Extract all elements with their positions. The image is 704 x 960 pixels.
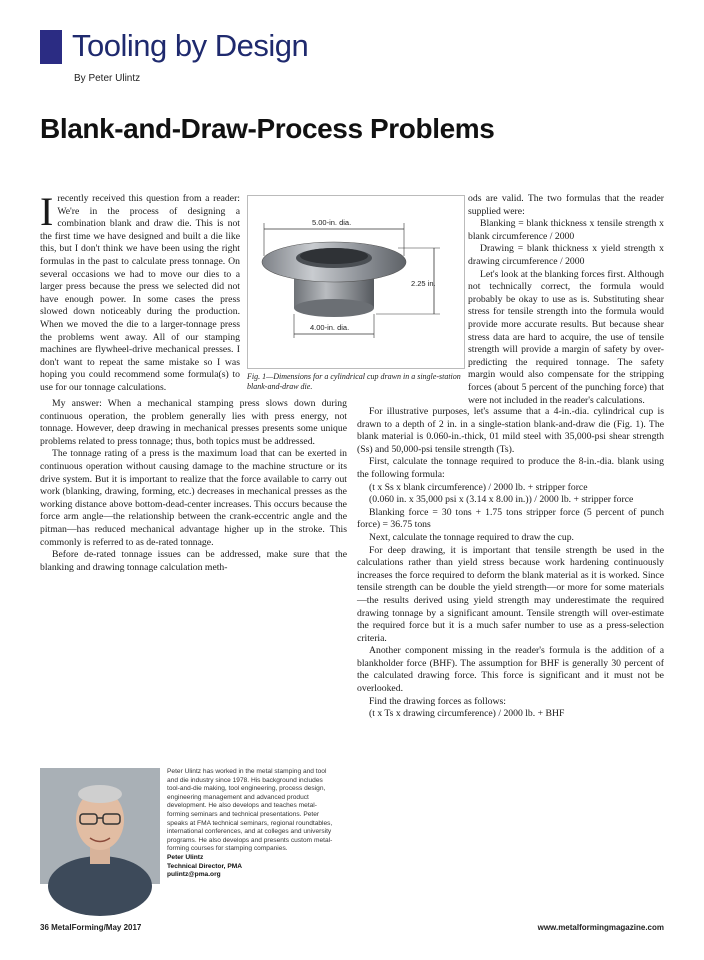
formula-blank: (t x Ss x blank circumference) / 2000 lb. + stripper force <box>369 481 588 493</box>
author-bio-text: Peter Ulintz has worked in the metal stamping and tool and die industry since 1978. His background includes tool-and-die making, tool engineering, process design, engineering management and advanced product development. He also develops and teaches metal-forming seminars and technical presentations. Peter speaks at FMA technical seminars, regional roundtables, international conferences, and at colleges and university programs. He also develops and presents custom metal-forming courses for stamping companies. <box>167 768 333 853</box>
cup-illustration <box>248 196 464 368</box>
dim-top-label: 5.00-in. dia. <box>312 218 352 227</box>
right-paragraph-4: Let's look at the blanking forces first. Although not technically correct, the formula would probably be okay to use as is. Substituting shear stress for tensile strength into the formula would provide more accurate results. But because shear stress data are hard to acquire, the use of tensile strength will provide a margin of safety by over-predicting the required tonnage. The safety margin would also compensate for the stripping forces (about 5 percent of the punching force) that were not included in the reader's calculations. <box>468 268 664 406</box>
left-paragraph-3: The tonnage rating of a press is the maximum load that can be exerted in continuous operation without causing damage to the machine structure or its drive system. But it is important to realize that the force available to carry out work (blanking, drawing, forming, etc.) decreases in mechanical presses as the working distance above bottom-dead-center increases. This occurs because the force arm angle—the relationship between the crank-eccentric angle and the pitman—has reduced mechanical advantage higher up in the stroke. This commonly is referred to as de-rated tonnage. <box>40 448 347 548</box>
author-bio <box>167 768 337 880</box>
section-title: Tooling by Design <box>72 28 309 63</box>
footer-page-info: 36 MetalForming/May 2017 <box>40 923 142 932</box>
dim-bottom-label: 4.00-in. dia. <box>310 323 350 332</box>
figure-caption: Fig. 1—Dimensions for a cylindrical cup drawn in a single-station blank-and-draw die. <box>247 372 461 391</box>
left-paragraph-2: My answer: When a mechanical stamping press slows down during continuous operation, the problem generally lies with press energy, not tonnage. However, deep drawing in mechanical presses presents some unique problems related to press tonnage; thus, both topics must be addressed. <box>40 398 347 447</box>
author-email[interactable]: pulintz@pma.org <box>167 871 221 879</box>
figure-cup-diagram <box>247 195 465 369</box>
headline: Blank-and-Draw-Process Problems <box>40 113 495 144</box>
column-left-bottom <box>40 398 347 758</box>
right-paragraph-12: Another component missing in the reader's formula is the addition of a blankholder force (BHF). The assumption for BHF is generally 30 percent of the calculated drawing force. This force is significant and it must not be overlooked. <box>357 645 664 695</box>
right-paragraph-6: First, calculate the tonnage required to produce the 8-in.-dia. blank using the following formula: <box>357 456 664 480</box>
column-right-top <box>468 193 664 406</box>
right-paragraph-11: For deep drawing, it is important that tensile strength be used in the calculations rather than yield stress because work hardening continuously increases the force required to deform the blank material as it is worked. Since tensile strength can be double the yield strength—or more for some materials—the results derived using yield strength may underestimate the required drawing tonnage by a significant amount. Tensile strength will over-estimate the required force but it is a much safer number to use as a press-selection criteria. <box>357 544 664 644</box>
right-paragraph-5: For illustrative purposes, let's assume that a 4-in.-dia. cylindrical cup is drawn to a depth of 2 in. in a single-station blank-and-draw die (Fig. 1). The blank material is 0.060-in.-thick, 01 mild steel with 35,000-psi shear strength (Ss) and 50,000-psi tensile strength (Ts). <box>357 406 664 455</box>
formula-blank-values: (0.060 in. x 35,000 psi x (3.14 x 8.00 in.)) / 2000 lb. + stripper force <box>369 494 634 506</box>
right-paragraph-3: Drawing = blank thickness x yield strength x drawing circumference / 2000 <box>468 243 664 267</box>
footer-website[interactable]: www.metalformingmagazine.com <box>537 923 664 932</box>
left-paragraph-4: Before de-rated tonnage issues can be addressed, make sure that the blanking and drawing tonnage calculation meth- <box>40 549 347 573</box>
column-left-top <box>40 189 240 397</box>
formula-draw: (t x Ts x drawing circumference) / 2000 lb. + BHF <box>369 708 565 720</box>
dim-right-label: 2.25 in. <box>411 279 436 288</box>
byline: By Peter Ulintz <box>74 73 141 84</box>
column-right-bottom <box>357 406 664 908</box>
author-portrait-image <box>40 768 160 884</box>
section-color-bar <box>40 30 62 64</box>
left-paragraph-1: recently received this question from a reader: We're in the process of designing a combination blank and draw die. This is not the first time we have designed and built a die like this, but I don't think we have been using the right formulas in the past to calculate press tonnage. On several occasions we had to move our dies to a larger press because the press we selected did not have enough power. In some cases the press slowed down noticeably during the production. When we moved the die to a larger-tonnage press the problems went away. All of our stamping machines are flywheel-drive mechanical presses. I don't want to repeat the same mistake so I was hoping you could recommend some formula(s) to use for our tonnage calculations. <box>40 193 240 393</box>
right-paragraph-13: Find the drawing forces as follows: <box>369 695 506 707</box>
author-name: Peter Ulintz <box>167 853 204 861</box>
right-paragraph-2: Blanking = blank thickness x tensile strength x blank circumference / 2000 <box>468 218 664 242</box>
blanking-force-result: Blanking force = 30 tons + 1.75 tons stripper force (5 percent of punch force) = 36.75 tons <box>357 506 664 531</box>
right-paragraph-10: Next, calculate the tonnage required to draw the cup. <box>369 531 574 543</box>
author-company: Technical Director, PMA <box>167 862 242 870</box>
dropcap: I <box>40 189 54 234</box>
author-photo <box>40 768 160 884</box>
right-paragraph-1: ods are valid. The two formulas that the reader supplied were: <box>468 193 664 217</box>
